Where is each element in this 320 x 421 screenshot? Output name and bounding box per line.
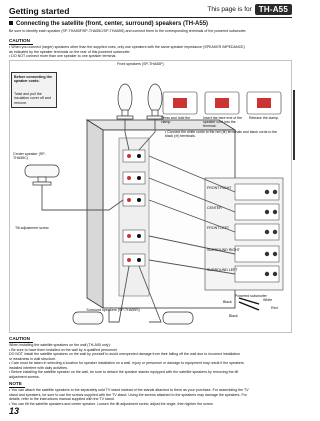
- note-line-1: • You can attach the satellite speakers to the separately sold TV stand instead of the stands attached to them as your purchase. For assembling the TV: [9, 388, 249, 392]
- caution-bottom-line-5: • Care must be taken in selecting a location for speaker installation on a wall. Injury or personnel or damage to equipment may result if the speakers: [9, 361, 244, 365]
- note-line-2: stand and speakers, be sure to use the screws supplied with the TV stand. Using the screws attached to the speakers may damage the speakers. For: [9, 392, 247, 397]
- caution-bottom-line-6: installed interfere with daily activities.: [9, 365, 68, 370]
- wire-color-note: • Connect the white cords to the red (⊕) terminals and black cords to the black (⊖) terminals.: [165, 130, 278, 139]
- center-speaker-label: Center speaker (SP-THA55C): [13, 152, 46, 161]
- header-divider: [9, 17, 292, 18]
- surround-speakers-label: Surround speakers (SP-THA55S): [86, 308, 140, 312]
- tilt-screw-label: Tilt adjustment screw: [15, 226, 49, 230]
- surround-speakers: [73, 312, 193, 324]
- terminal-group-3: [123, 194, 145, 206]
- wire-end-illustration: [239, 298, 259, 310]
- note-line-4: • You can tilt the satellite speakers and center speaker. Loosen the tilt adjustment screw, adjust the angle, then tighten the screw.: [9, 401, 214, 406]
- terminal-group-4: [123, 230, 145, 242]
- section-title-text: Connecting the satellite (front, center, surround) speakers (TH-A55): [16, 21, 209, 27]
- wire-label-red: Red: [271, 306, 278, 310]
- step-1-text: Press and hold the clamp.: [161, 116, 191, 125]
- front-speaker-right: [147, 84, 163, 119]
- panel-label-front-right: FRONT RIGHT: [207, 186, 232, 190]
- caution-top-item-2: as indicated by the speaker terminals on the rear of this powered subwoofer.: [9, 49, 131, 54]
- terminal-group-2: [123, 172, 145, 184]
- caution-bottom-line-2: • Be sure to have them installed on the wall by a qualified personnel.: [9, 347, 118, 352]
- page-header-title: Getting started: [9, 6, 70, 16]
- callout-title: Before connecting the speaker cords:: [14, 75, 52, 84]
- section-title: [9, 21, 208, 27]
- header-note: This page is for: [207, 6, 252, 13]
- panel-label-front-left: FRONT LEFT: [207, 226, 230, 230]
- terminal-group-1: [123, 150, 145, 162]
- terminal-detail-blocks: [235, 184, 279, 282]
- header-model-indicator: [207, 4, 292, 15]
- caution-bottom-line-1: When installing the satellite speakers on the wall (TH-A55 only):: [9, 343, 111, 347]
- wire-label-black-2: Black: [229, 314, 238, 318]
- caution-bottom-line-8: adjustment screws.: [9, 374, 40, 379]
- page-edge-tab: [293, 90, 295, 160]
- bullet-square-icon: [9, 21, 13, 25]
- caution-bottom-line-7: • Before installing the satellite speaker on the wall, be sure to detach the speaker stands equipped with the satellite speakers by removing the tilt: [9, 370, 239, 374]
- caution-top-item-1: • When you connect (larger) speakers other than the supplied ones, only use speakers with the same speaker impedance (SPEAKER IMPEDANCE): [9, 45, 245, 49]
- caution-label-bottom: CAUTION: [9, 336, 30, 341]
- front-speakers-label: Front speakers (SP-THA55F): [117, 62, 164, 66]
- caution-top-item-3: • DO NOT connect more than one speaker to one speaker terminal.: [9, 54, 117, 58]
- powered-subwoofer-label: Powered subwoofer: [235, 294, 267, 298]
- wire-label-black-1: Black: [223, 300, 232, 304]
- note-label: NOTE: [9, 381, 22, 386]
- panel-label-center: CENTER: [207, 206, 222, 210]
- caution-bottom-line-4: or weakness in wall structure.: [9, 356, 57, 361]
- center-speaker: [25, 165, 59, 185]
- section-intro: Be sure to identify each speaker (SP-THA55F/SP-THA55C/SP-THA55S) and connect them to the corresponding terminals of the powered subwoofer.: [9, 29, 247, 33]
- panel-label-surround-left: SURROUND LEFT: [207, 268, 238, 272]
- panel-label-surround-right: SURROUND RIGHT: [207, 248, 240, 252]
- caution-bottom-line-3: DO NOT install the satellite speakers on the wall by yourself to avoid unexpected damage from their falling off the wall due to incorrect installation: [9, 352, 240, 356]
- front-speaker-left: [117, 84, 133, 119]
- step-3-text: Release the clamp.: [249, 116, 279, 120]
- step-2-text: Insert the bare end of the speaker cord into the terminal.: [203, 116, 243, 129]
- insulation-callout: [11, 72, 57, 108]
- model-badge: TH-A55: [255, 4, 292, 15]
- connection-diagram: [9, 60, 292, 333]
- note-line-3: details, refer to the instructions manual supplied with the TV stand.: [9, 397, 115, 401]
- caution-label-top: CAUTION: [9, 38, 30, 43]
- wire-label-white: White: [263, 298, 273, 302]
- page-number: 13: [9, 406, 20, 416]
- callout-text: Twist and pull the insulation cover off and remove.: [14, 91, 51, 105]
- terminal-group-5: [123, 254, 145, 266]
